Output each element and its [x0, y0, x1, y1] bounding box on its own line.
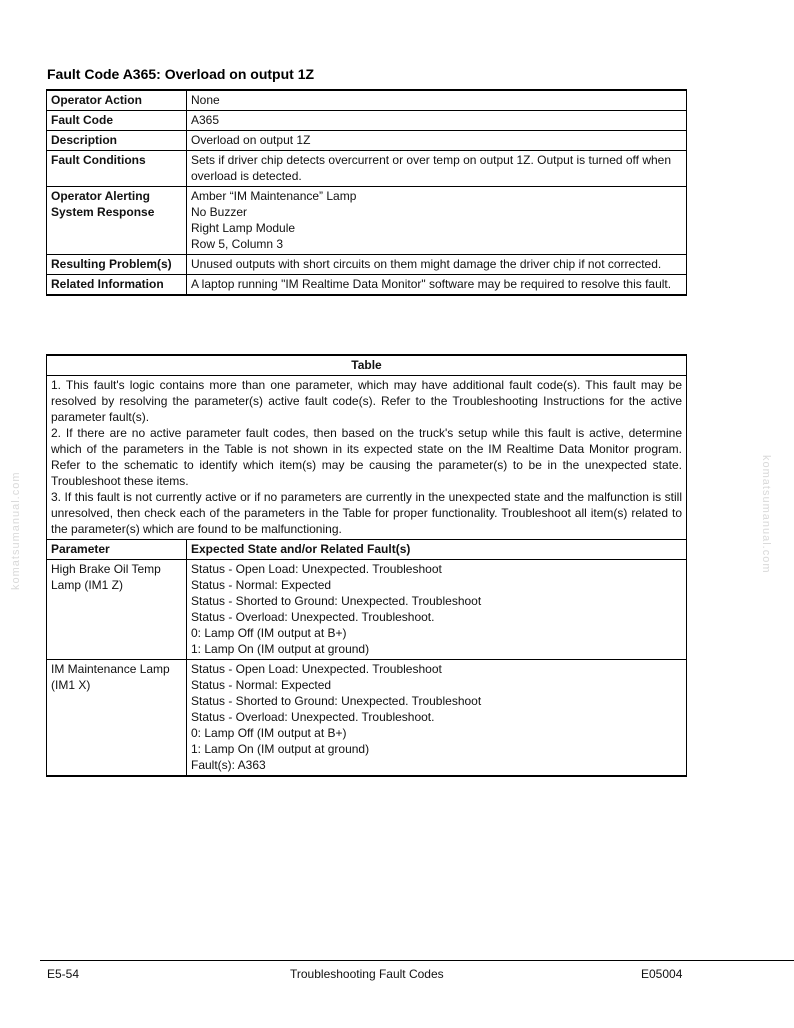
expected-state-cell [187, 660, 687, 777]
parameter-cell [47, 660, 187, 777]
watermark-left: komatsumanual.com [10, 471, 22, 590]
state-line: Status - Normal: Expected [191, 578, 332, 592]
parameter-name-line: High Brake Oil Temp [51, 562, 161, 576]
resulting-problems-value: Unused outputs with short circuits on them might damage the driver chip if not corrected. [187, 255, 687, 275]
description-label: Description [47, 131, 187, 151]
table-row [47, 90, 687, 111]
watermark-right: komatsumanual.com [760, 455, 772, 574]
state-line: 0: Lamp Off (IM output at B+) [191, 626, 347, 640]
table-row [47, 131, 687, 151]
state-line: 0: Lamp Off (IM output at B+) [191, 726, 347, 740]
parameter-name-line: (IM1 X) [51, 678, 91, 692]
fault-code-value: A365 [187, 111, 687, 131]
alerting-line: Row 5, Column 3 [191, 237, 284, 251]
alerting-value [187, 187, 687, 255]
state-line: Status - Open Load: Unexpected. Troubleshoot [191, 662, 442, 676]
instruction-note: 3. If this fault is not currently active or if no parameters are currently in the unexpected state and the malfunction is still unresolved, then check each of the parameters in the Table for proper functionality. Troubleshoot all item(s) related to the parameter(s) which are found to be malfunctioning. [51, 490, 682, 536]
state-line: Status - Normal: Expected [191, 678, 332, 692]
alerting-line: Right Lamp Module [191, 221, 296, 235]
resulting-problems-label: Resulting Problem(s) [47, 255, 187, 275]
alerting-label [47, 187, 187, 255]
column-header-parameter: Parameter [47, 540, 187, 560]
table-row [47, 111, 687, 131]
instruction-note: 1. This fault's logic contains more than one parameter, which may have additional fault code(s). This fault may be resolved by resolving the parameter(s) active fault code(s). Refer to the Troubleshooting Instructions for the active parameter fault(s). [51, 378, 682, 424]
footer-document-code: E05004 [641, 967, 683, 981]
state-line: Status - Open Load: Unexpected. Troubleshoot [191, 562, 442, 576]
page-title: Fault Code A365: Overload on output 1Z [47, 66, 315, 82]
table-row [47, 376, 687, 540]
table-row [47, 540, 687, 560]
table-row [47, 355, 687, 376]
operator-action-label: Operator Action [47, 90, 187, 111]
fault-conditions-value: Sets if driver chip detects overcurrent or over temp on output 1Z. Output is turned off when overload is detected. [187, 151, 687, 187]
alerting-line: Amber “IM Maintenance” Lamp [191, 189, 357, 203]
fault-conditions-label: Fault Conditions [47, 151, 187, 187]
table-heading: Table [47, 355, 687, 376]
parameter-name-line: IM Maintenance Lamp [51, 662, 170, 676]
alerting-label-line: Operator Alerting [51, 189, 150, 203]
instruction-note: 2. If there are no active parameter fault codes, then based on the truck's setup while this fault is active, determine which of the parameters in the Table is not shown in its expected state on the IM Realtime Data Monitor program. Refer to the schematic to identify which item(s) may be causing the parameter(s) to be in the unexpected state. Troubleshoot these items. [51, 426, 682, 488]
footer-page-number: E5-54 [47, 967, 80, 981]
expected-state-cell [187, 560, 687, 660]
table-row [47, 660, 687, 777]
parameter-name-line: Lamp (IM1 Z) [51, 578, 124, 592]
description-value: Overload on output 1Z [187, 131, 687, 151]
state-line: 1: Lamp On (IM output at ground) [191, 742, 370, 756]
troubleshooting-table [46, 354, 687, 777]
footer-section-title: Troubleshooting Fault Codes [290, 967, 444, 981]
state-line: Fault(s): A363 [191, 758, 266, 772]
related-info-value: A laptop running "IM Realtime Data Monitor" software may be required to resolve this fault. [187, 275, 687, 296]
state-line: Status - Overload: Unexpected. Troubleshoot. [191, 710, 435, 724]
state-line: Status - Overload: Unexpected. Troubleshoot. [191, 610, 435, 624]
fault-code-label: Fault Code [47, 111, 187, 131]
column-header-expected: Expected State and/or Related Fault(s) [187, 540, 687, 560]
table-row [47, 560, 687, 660]
instructions-cell [47, 376, 687, 540]
alerting-label-line: System Response [51, 205, 155, 219]
operator-action-value: None [187, 90, 687, 111]
related-info-label: Related Information [47, 275, 187, 296]
footer-divider [40, 960, 794, 961]
table-row [47, 151, 687, 187]
state-line: Status - Shorted to Ground: Unexpected. Troubleshoot [191, 594, 482, 608]
table-row [47, 255, 687, 275]
parameter-cell [47, 560, 187, 660]
alerting-line: No Buzzer [191, 205, 248, 219]
state-line: Status - Shorted to Ground: Unexpected. Troubleshoot [191, 694, 482, 708]
table-row [47, 275, 687, 296]
fault-info-table [46, 89, 687, 296]
state-line: 1: Lamp On (IM output at ground) [191, 642, 370, 656]
table-row [47, 187, 687, 255]
